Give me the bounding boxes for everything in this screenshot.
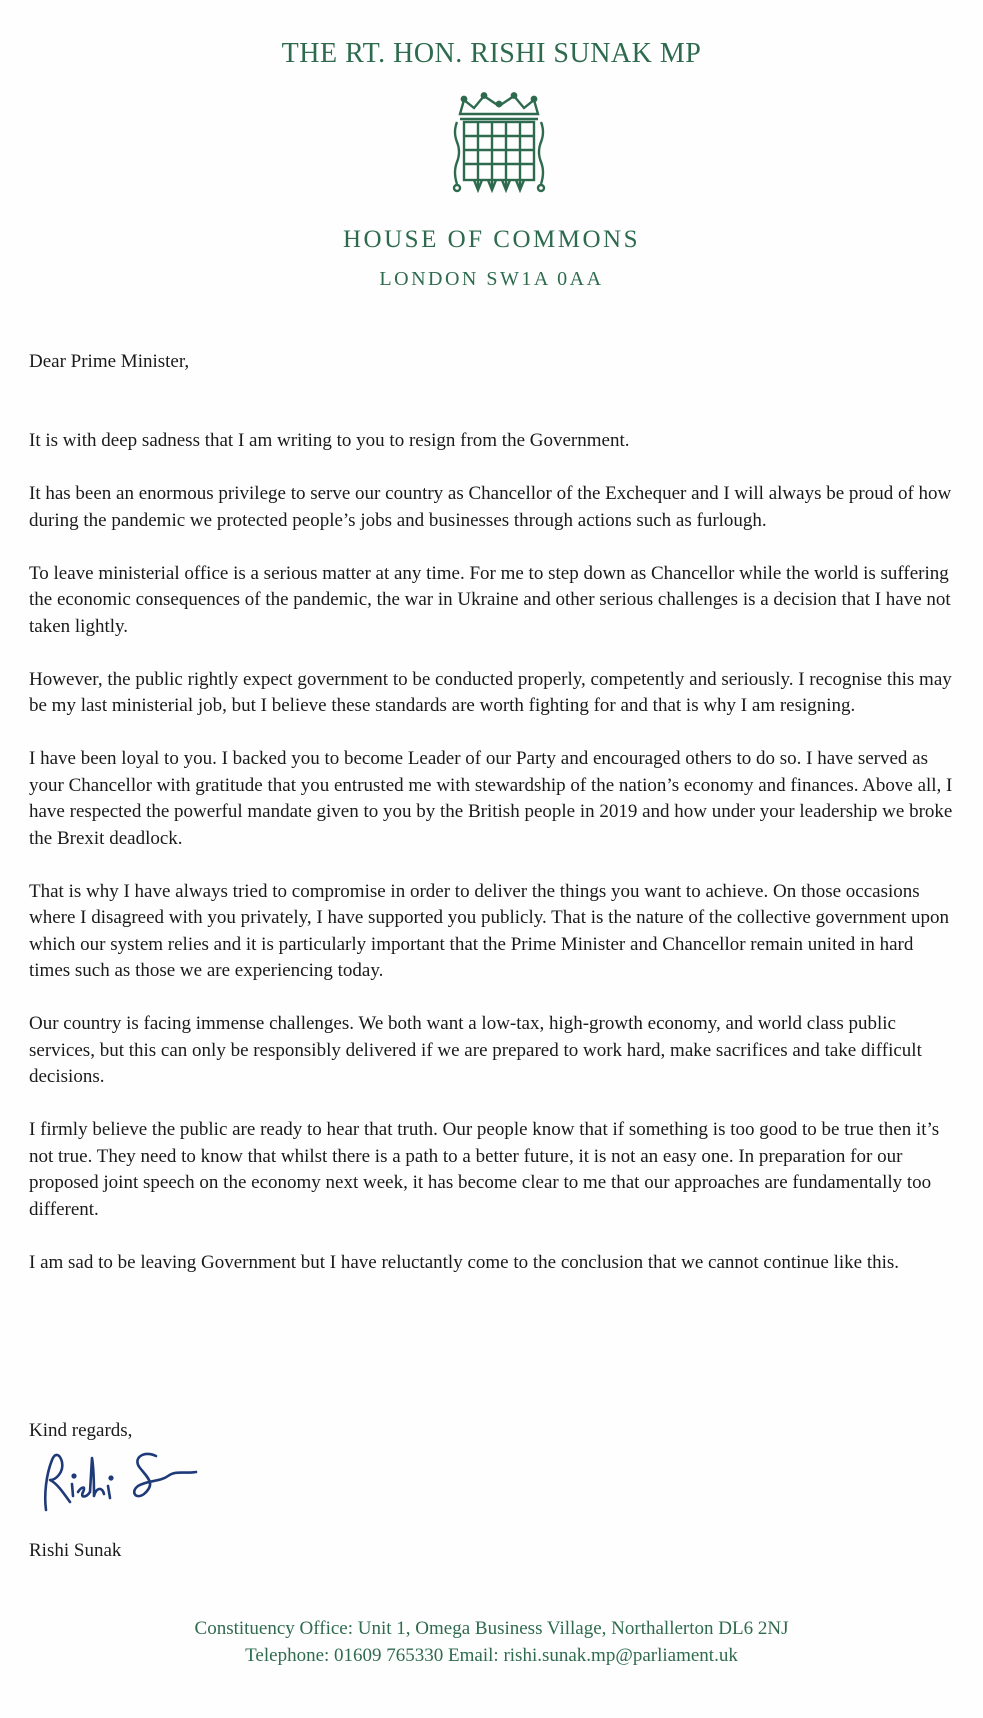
- paragraph: It is with deep sadness that I am writing to you to resign from the Government.: [29, 430, 630, 451]
- letterhead-address: LONDON SW1A 0AA: [379, 268, 604, 290]
- paragraph: I firmly believe the public are ready to hear that truth. Our people know that if something is too good to be true then it’s not true. They need to know that whilst there is a path to a better future, it is not an easy one. In preparation for our proposed joint speech on the economy next week, it has become clear to me that our approaches are fundamentally too different.: [29, 1119, 940, 1220]
- portcullis-icon: [452, 92, 546, 196]
- footer-contact: Telephone: 01609 765330 Email: rishi.sunak.mp@parliament.uk: [245, 1645, 738, 1666]
- paragraph: Our country is facing immense challenges. We both want a low-tax, high-growth economy, and world class public services, but this can only be responsibly delivered if we are prepared to work hard, make sacrifices and take difficult decisions.: [29, 1013, 922, 1087]
- salutation: Dear Prime Minister,: [29, 351, 190, 372]
- paragraph: However, the public rightly expect government to be conducted properly, competently and seriously. I recognise this may be my last ministerial job, but I believe these standards are worth fighting for and that is why I am resigning.: [29, 668, 952, 716]
- letter-body: [29, 428, 954, 1303]
- signer-name: Rishi Sunak: [29, 1540, 122, 1561]
- footer-constituency: Constituency Office: Unit 1, Omega Business Village, Northallerton DL6 2NJ: [194, 1618, 789, 1639]
- paragraph: It has been an enormous privilege to serve our country as Chancellor of the Exchequer and I will always be proud of how during the pandemic we protected people’s jobs and businesses through actions such as furlough.: [29, 483, 952, 531]
- signature-image: [36, 1440, 216, 1520]
- letterhead-name: THE RT. HON. RISHI SUNAK MP: [281, 38, 702, 69]
- paragraph: I am sad to be leaving Government but I have reluctantly come to the conclusion that we cannot continue like this.: [29, 1251, 900, 1273]
- closing: Kind regards,: [29, 1420, 133, 1441]
- letterhead-house: HOUSE OF COMMONS: [343, 226, 640, 253]
- paragraph: To leave ministerial office is a serious matter at any time. For me to step down as Chancellor while the world is suffering the economic consequences of the pandemic, the war in Ukraine and other serious challenges is a decision that I have not taken lightly.: [29, 562, 951, 637]
- paragraph: That is why I have always tried to compromise in order to deliver the things you want to achieve. On those occasions where I disagreed with you privately, I have supported you publicly. That is the nature of the collective government upon which our system relies and it is particularly important that the Prime Minister and Chancellor remain united in hard times such as those we are experiencing today.: [29, 880, 949, 981]
- paragraph: I have been loyal to you. I backed you to become Leader of our Party and encouraged others to do so. I have served as your Chancellor with gratitude that you entrusted me with stewardship of the nation’s economy and finances. Above all, I have respected the powerful mandate given to you by the British people in 2019 and how under your leadership we broke the Brexit deadlock.: [29, 748, 953, 849]
- footer: [0, 1615, 983, 1669]
